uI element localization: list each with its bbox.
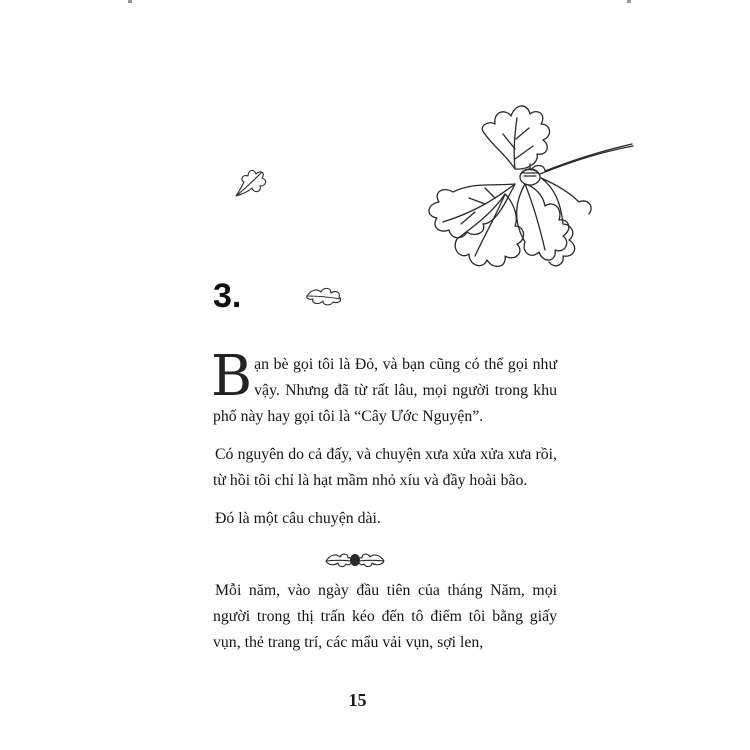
paragraph-opening: [211, 344, 557, 430]
paragraph: [213, 506, 557, 532]
paragraph: [213, 578, 557, 656]
paragraph-text: Mỗi năm, vào ngày đầu tiên của tháng Năm, mọi người trong thị trấn kéo đến tô điểm tôi bằng giấy vụn, thẻ trang trí, các mẩu vải vụn, sợi len,: [213, 582, 557, 651]
page-edge-mark: [128, 0, 132, 3]
falling-leaf-icon: [230, 160, 272, 202]
page-number: 15: [348, 690, 367, 710]
fallen-leaf-icon: [303, 284, 345, 308]
chapter-body: [211, 344, 557, 668]
paragraph: [213, 442, 557, 494]
paragraph-text: Đó là một câu chuyện dài.: [215, 510, 381, 527]
drop-cap: B: [211, 344, 253, 409]
oak-leaves-acorn-branch-icon: [365, 74, 635, 279]
paragraph-text: Có nguyên do cả đấy, và chuyện xưa xửa xửa xưa rồi, từ hồi tôi chỉ là hạt mầm nhỏ xíu và đầy hoài bão.: [213, 446, 557, 489]
paragraph-text: ạn bè gọi tôi là Đỏ, và bạn cũng có thể gọi như vậy. Nhưng đã từ rất lâu, mọi người trong khu phố này hay gọi tôi là “Cây Ước Nguyện”.: [213, 356, 557, 425]
page-edge-mark: [627, 0, 631, 3]
acorn-leaves-ornament-icon: [322, 545, 388, 573]
chapter-number: 3.: [213, 277, 242, 315]
